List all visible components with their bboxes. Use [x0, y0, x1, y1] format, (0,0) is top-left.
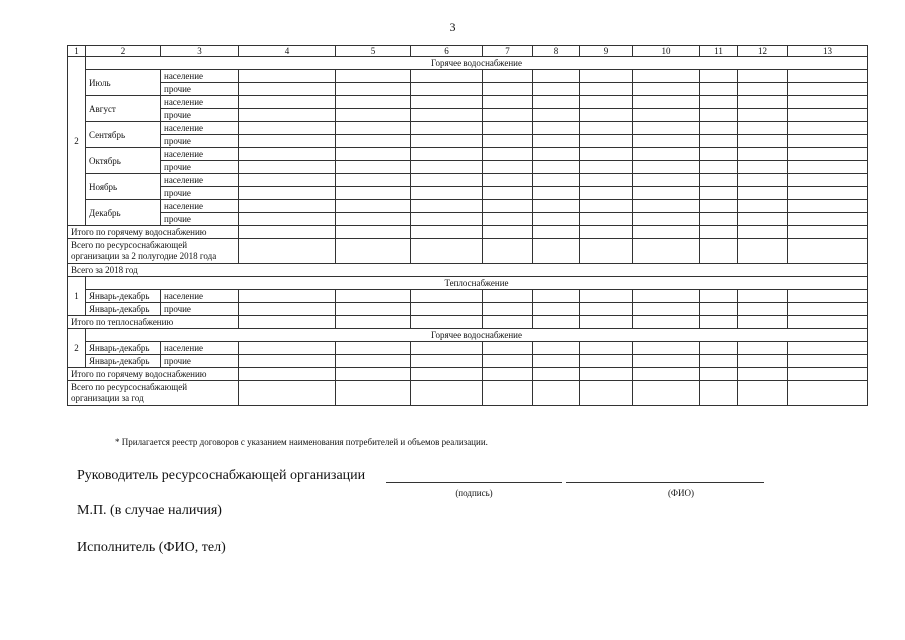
month-label: Август — [86, 96, 161, 122]
month-label: Декабрь — [86, 200, 161, 226]
category-label: прочие — [161, 187, 239, 200]
category-label: население — [161, 70, 239, 83]
section-title: Теплоснабжение — [86, 277, 868, 290]
table-row — [68, 239, 868, 264]
table-row — [68, 148, 868, 161]
report-table — [67, 45, 868, 406]
column-number: 12 — [738, 46, 788, 57]
month-label: Октябрь — [86, 148, 161, 174]
category-label: прочие — [161, 83, 239, 96]
month-label: Июль — [86, 70, 161, 96]
table-row — [68, 161, 868, 174]
section-number: 2 — [68, 329, 86, 368]
category-label: население — [161, 200, 239, 213]
column-number: 8 — [533, 46, 580, 57]
column-number: 3 — [161, 46, 239, 57]
category-label: население — [161, 290, 239, 303]
section-row — [68, 329, 868, 342]
column-number: 2 — [86, 46, 161, 57]
category-label: население — [161, 122, 239, 135]
section-row — [68, 277, 868, 290]
row-label: Итого по горячему водоснабжению — [68, 226, 239, 239]
category-label: прочие — [161, 355, 239, 368]
column-number: 5 — [336, 46, 411, 57]
category-label: прочие — [161, 161, 239, 174]
table-row — [68, 109, 868, 122]
row-label: Итого по горячему водоснабжению — [68, 368, 239, 381]
table-row — [68, 213, 868, 226]
month-label: Ноябрь — [86, 174, 161, 200]
table-row — [68, 264, 868, 277]
period-label: Январь-декабрь — [86, 342, 161, 355]
category-label: прочие — [161, 303, 239, 316]
table-row — [68, 122, 868, 135]
table-row — [68, 368, 868, 381]
row-label: Всего по ресурсоснабжающей организации за год — [68, 381, 239, 406]
category-label: прочие — [161, 213, 239, 226]
column-number: 9 — [580, 46, 633, 57]
table-row — [68, 200, 868, 213]
table-row — [68, 83, 868, 96]
head-label: Руководитель ресурсоснабжающей организации — [77, 468, 366, 483]
executor-label: Исполнитель (ФИО, тел) — [77, 540, 226, 555]
category-label: прочие — [161, 135, 239, 148]
column-numbers-row — [68, 46, 868, 57]
footnote: * Прилагается реестр договоров с указанием наименования потребителей и объемов реализации. — [115, 437, 488, 447]
signature-line[interactable] — [386, 482, 562, 483]
category-label: население — [161, 174, 239, 187]
row-label: Итого по теплоснабжению — [68, 316, 239, 329]
signature-caption: (подпись) — [455, 488, 493, 498]
stamp-label: М.П. (в случае наличия) — [77, 503, 222, 518]
period-label: Январь-декабрь — [86, 355, 161, 368]
month-label: Сентябрь — [86, 122, 161, 148]
section-number: 2 — [68, 57, 86, 226]
category-label: население — [161, 148, 239, 161]
column-number: 4 — [239, 46, 336, 57]
row-label: Всего по ресурсоснабжающей организации за 2 полугодие 2018 года — [68, 239, 239, 264]
row-label: Всего за 2018 год — [68, 264, 868, 277]
section-title: Горячее водоснабжение — [86, 329, 868, 342]
fio-line[interactable] — [566, 482, 764, 483]
section-row — [68, 57, 868, 70]
page-number: 3 — [449, 20, 456, 34]
table-row — [68, 174, 868, 187]
period-label: Январь-декабрь — [86, 290, 161, 303]
fio-caption: (ФИО) — [667, 488, 695, 498]
column-number: 10 — [633, 46, 700, 57]
table-row — [68, 316, 868, 329]
period-label: Январь-декабрь — [86, 303, 161, 316]
table-row — [68, 70, 868, 83]
section-title: Горячее водоснабжение — [86, 57, 868, 70]
table-row — [68, 381, 868, 406]
table-row — [68, 187, 868, 200]
table-row — [68, 135, 868, 148]
column-number: 1 — [68, 46, 86, 57]
table-row — [68, 96, 868, 109]
column-number: 13 — [788, 46, 868, 57]
column-number: 6 — [411, 46, 483, 57]
table-row — [68, 303, 868, 316]
column-number: 11 — [700, 46, 738, 57]
category-label: население — [161, 96, 239, 109]
table-row — [68, 355, 868, 368]
table-row — [68, 342, 868, 355]
section-number: 1 — [68, 277, 86, 316]
table-row — [68, 226, 868, 239]
category-label: население — [161, 342, 239, 355]
table-row — [68, 290, 868, 303]
column-number: 7 — [483, 46, 533, 57]
category-label: прочие — [161, 109, 239, 122]
